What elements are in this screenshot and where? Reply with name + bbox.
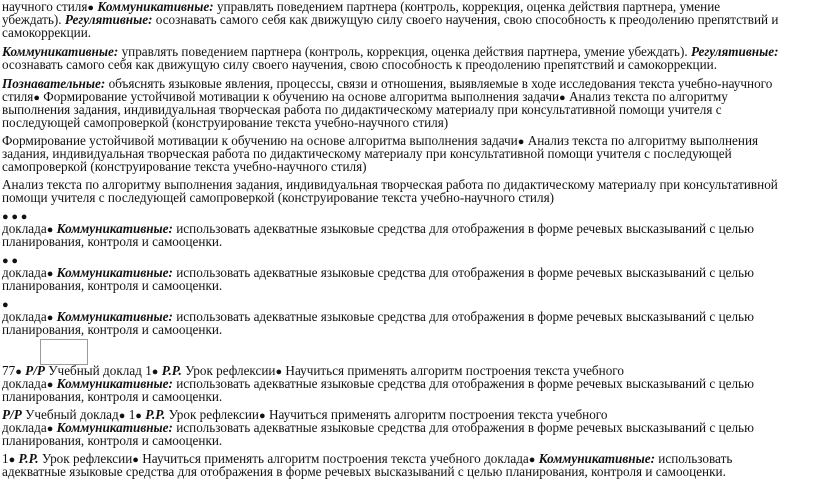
block5-line1: Анализ текста по алгоритму выполнения задания, индивидуальная творческая работа по дидактическому материалу при консультативной <box>2 177 778 192</box>
text-fragment: использовать адекватные языковые средства для отображения в форме речевых высказываний с целью <box>172 309 754 324</box>
block8-line3: планирования, контроля и самооценки. <box>2 322 223 337</box>
text-fragment: Урок рефлексии <box>38 451 133 466</box>
text-fragment: Анализ текста по алгоритму <box>565 89 728 104</box>
text-fragment: использовать <box>655 451 733 466</box>
text-fragment: использовать адекватные языковые средства для отображения в форме речевых высказываний с целью <box>172 376 754 391</box>
text-fragment: 1 <box>125 407 136 422</box>
text-fragment: Учебный доклад <box>21 407 119 422</box>
label-rr: Р/Р <box>25 363 45 378</box>
bullet-icon: ● <box>33 92 40 104</box>
label-rr: Р.Р. <box>18 451 39 466</box>
text-fragment: Научиться применять алгоритм построения текста учебного доклада <box>138 451 529 466</box>
text-fragment: Формирование устойчивой мотивации к обучению на основе алгоритма выполнения задачи <box>2 133 518 148</box>
bullet-icon: ● <box>275 366 283 378</box>
bullet-icon: ● <box>46 379 54 391</box>
text-fragment: 1 <box>2 451 9 466</box>
bullet-icon: ● <box>46 312 54 324</box>
bullet-icon: ● <box>258 410 266 422</box>
text-fragment: управлять поведением партнера (контроль, коррекция, оценка действия партнера, умение убеждать). <box>118 44 691 59</box>
label-rr: Р/Р <box>2 407 22 422</box>
bullet-icon: ● <box>46 268 54 280</box>
bullet-icon: ● <box>8 454 16 466</box>
label-communicative: Коммуникативные: <box>538 451 655 466</box>
block1-line3: самокоррекции. <box>2 25 92 40</box>
block10-line3: планирования, контроля и самооценки. <box>2 433 223 448</box>
bullet-icon: ● ● ● <box>2 211 28 223</box>
block7-line3: планирования, контроля и самооценки. <box>2 278 223 293</box>
text-fragment: доклада <box>2 420 47 435</box>
bullet-icon: ● <box>517 136 525 148</box>
bullet-icon: ● <box>46 423 54 435</box>
label-rr: Р.Р. <box>145 407 166 422</box>
text-fragment: доклада <box>2 221 47 236</box>
block2-line2: осознавать самого себя как движущую силу своего научения, свою способность к преодолению препятствий и самокоррекции. <box>2 57 718 72</box>
image-placeholder <box>40 339 88 365</box>
text-fragment: стиля <box>2 89 34 104</box>
row-number: 77 <box>2 363 16 378</box>
block4-line2: задания, индивидуальная творческая работа по дидактическому материалу при консультативной помощи учителя с последующей <box>2 146 732 161</box>
bullet-icon: ● ● <box>2 255 19 267</box>
bullet-icon: ● <box>135 410 142 422</box>
label-communicative: Коммуникативные: <box>2 44 119 59</box>
text-fragment: доклада <box>2 376 47 391</box>
bullet-icon: ● <box>528 454 536 466</box>
bullet-icon: ● <box>151 366 159 378</box>
text-fragment: Урок рефлексии <box>181 363 276 378</box>
block4-line3: самопроверкой (конструирование текста учебно-научного стиля) <box>2 159 367 174</box>
block1-line2 <box>2 13 778 26</box>
text-fragment: осознавать самого себя как движущую силу своего научения, свою способность к преодолению препятствий и <box>152 12 779 27</box>
text-fragment: доклада <box>2 309 47 324</box>
text-fragment: Учебный доклад <box>44 363 142 378</box>
text-fragment: использовать адекватные языковые средства для отображения в форме речевых высказываний с целью <box>172 221 754 236</box>
text-fragment: использовать адекватные языковые средства для отображения в форме речевых высказываний с целью <box>172 265 754 280</box>
text-fragment: использовать адекватные языковые средства для отображения в форме речевых высказываний с целью <box>172 420 754 435</box>
text-fragment: научного стиля <box>2 0 88 14</box>
block11-line2: адекватные языковые средства для отображения в форме речевых высказываний с целью планирования, контроля и самооценки. <box>2 464 726 479</box>
label-communicative: Коммуникативные: <box>97 0 214 14</box>
text-fragment: убеждать). <box>2 12 65 27</box>
bullet-icon: ● <box>87 2 95 14</box>
text-fragment: доклада <box>2 265 47 280</box>
text-fragment: Формирование устойчивой мотивации к обучению на основе алгоритма выполнения задачи <box>43 89 560 104</box>
text-fragment: объяснять языковые явления, процессы, связи и отношения, выявляемые в ходе исследования текста учебно-научного <box>105 76 773 91</box>
label-regulative: Регулятивные: <box>64 12 153 27</box>
label-rr: Р.Р. <box>161 363 182 378</box>
text-fragment: Анализ текста по алгоритму выполнения <box>524 133 759 148</box>
block9-line3: планирования, контроля и самооценки. <box>2 389 223 404</box>
bullet-icon: ● <box>15 366 22 378</box>
label-communicative: Коммуникативные: <box>56 376 173 391</box>
label-regulative: Регулятивные: <box>690 44 779 59</box>
label-communicative: Коммуникативные: <box>56 221 173 236</box>
bullet-icon: ● <box>118 410 126 422</box>
label-cognitive: Познавательные: <box>2 76 106 91</box>
label-communicative: Коммуникативные: <box>56 309 173 324</box>
bullet-icon: ● <box>2 299 9 311</box>
bullet-icon: ● <box>46 224 54 236</box>
text-fragment: Урок рефлексии <box>165 407 259 422</box>
text-fragment: Научиться применять алгоритм построения текста учебного <box>265 407 608 422</box>
block3-line4: последующей самопроверкой (конструирование текста учебно-научного стиля) <box>2 115 449 130</box>
block5-line2: помощи учителя с последующей самопроверкой (конструирование текста учебно-научного стиля) <box>2 190 555 205</box>
block6-line3: планирования, контроля и самооценки. <box>2 234 223 249</box>
label-communicative: Коммуникативные: <box>56 420 173 435</box>
bullet-icon: ● <box>559 92 566 104</box>
label-communicative: Коммуникативные: <box>56 265 173 280</box>
block3-line3: выполнения задания, индивидуальная творческая работа по дидактическому материалу при консультативной помощи учителя с <box>2 102 722 117</box>
text-fragment: 1 <box>141 363 152 378</box>
bullet-icon: ● <box>132 454 139 466</box>
text-fragment: управлять поведением партнера (контроль, коррекция, оценка действия партнера, умение <box>213 0 721 14</box>
text-fragment: Научиться применять алгоритм построения текста учебного <box>282 363 624 378</box>
